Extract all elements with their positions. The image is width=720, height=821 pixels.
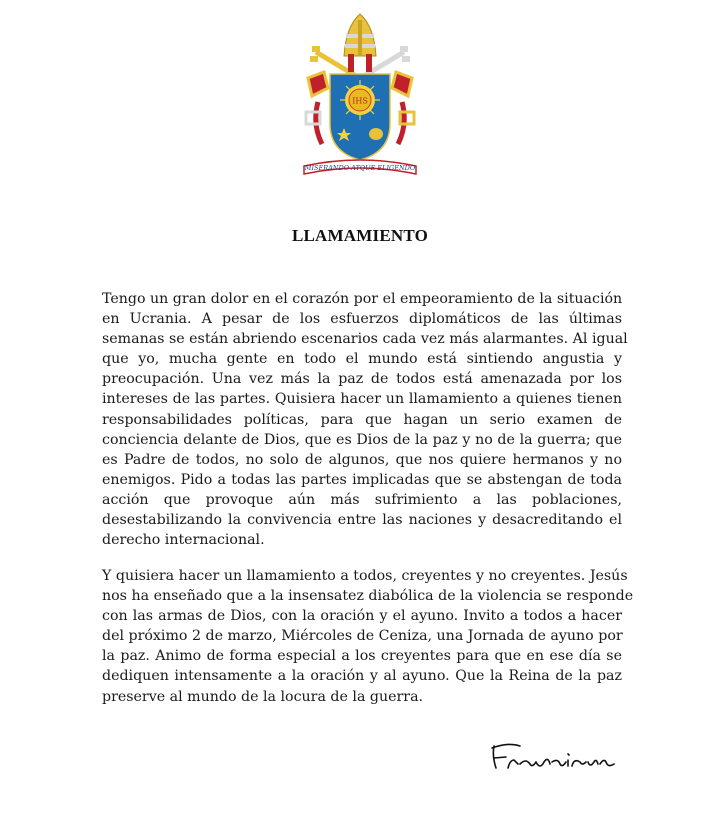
text-line: acción que provoque aún más sufrimiento a las poblaciones, <box>102 491 622 508</box>
text-line: desestabilizando la convivencia entre las naciones y desacreditando el <box>102 512 622 529</box>
text-line: enemigos. Pido a todas las partes implicadas que se abstengan de toda <box>102 471 622 488</box>
signature-franciscus <box>488 738 628 778</box>
text-line: conciencia delante de Dios, que es Dios de la paz y no de la guerra; que <box>102 431 622 448</box>
ihs-monogram: IHS <box>352 96 368 106</box>
text-line: intereses de las partes. Quisiera hacer un llamamiento a quienes tienen <box>102 391 622 408</box>
text-line: derecho internacional. <box>102 532 265 549</box>
text-line: del próximo 2 de marzo, Miércoles de Ceniza, una Jornada de ayuno por <box>102 628 623 645</box>
paragraph-1 <box>102 289 628 550</box>
text-line: dediquen intensamente a la oración y al ayuno. Que la Reina de la paz <box>102 668 622 685</box>
text-line: preserve al mundo de la locura de la guerra. <box>102 688 424 705</box>
text-line: Tengo un gran dolor en el corazón por el empeoramiento de la situación <box>102 291 623 307</box>
paragraph-2 <box>102 566 634 707</box>
text-line: responsabilidades políticas, para que hagan un serio examen de <box>102 411 622 428</box>
text-line: la paz. Animo de forma especial a los creyentes para que en ese día se <box>102 648 622 665</box>
text-line: en Ucrania. A pesar de los esfuerzos diplomáticos de las últimas <box>102 311 622 328</box>
text-line: con las armas de Dios, con la oración y el ayuno. Invito a todos a hacer <box>102 608 622 625</box>
page-title: LLAMAMIENTO <box>291 226 428 245</box>
text-line: Y quisiera hacer un llamamiento a todos, creyentes y no creyentes. Jesús <box>102 568 628 584</box>
text-line: semanas se están abriendo escenarios cada vez más alarmantes. Al igual <box>102 331 628 348</box>
motto-text: MISERANDO ATQUE ELIGENDO <box>304 164 416 172</box>
text-line: nos ha enseñado que a la insensatez diabólica de la violencia se responde <box>102 588 634 605</box>
text-line: que yo, mucha gente en todo el mundo está sintiendo angustia y <box>102 351 622 368</box>
papal-coat-of-arms-icon <box>298 12 422 182</box>
text-line: es Padre de todos, no solo de algunos, que nos quiere hermanos y no <box>102 451 622 468</box>
text-line: preocupación. Una vez más la paz de todos está amenazada por los <box>102 371 622 388</box>
